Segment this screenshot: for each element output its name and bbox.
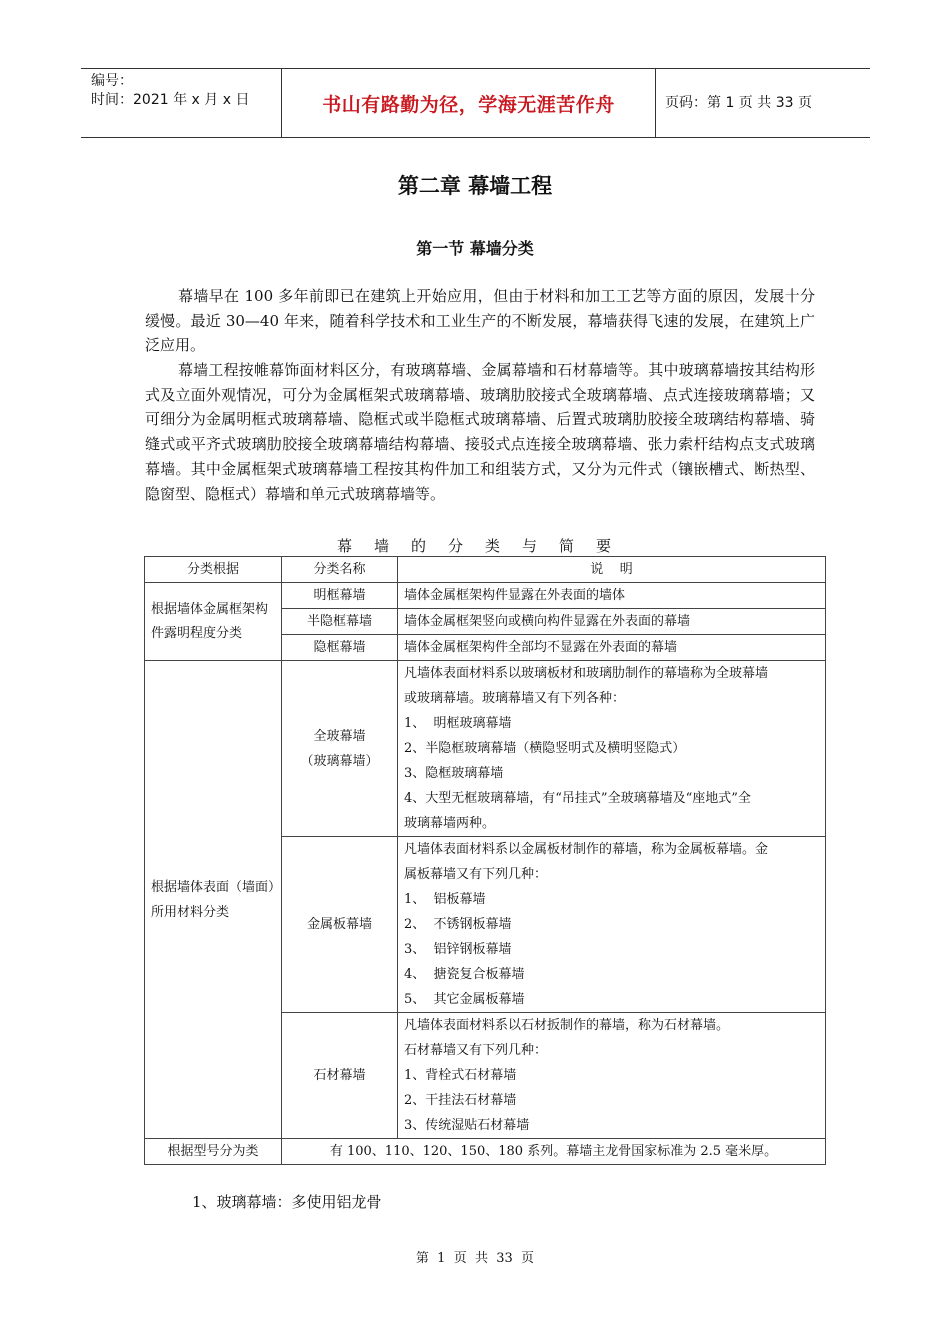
table-row — [145, 1139, 826, 1165]
metal-desc-cell — [398, 837, 826, 1013]
row-name: 半隐框幕墙 — [282, 609, 398, 635]
stone-line: 1、背栓式石材幕墙 — [404, 1068, 517, 1083]
page-footer: 第 1 页 共 33 页 — [415, 1251, 535, 1266]
row-desc: 墙体金属框架构件显露在外表面的墙体 — [398, 583, 826, 609]
glass-line: 3、隐框玻璃幕墙 — [404, 766, 504, 781]
page-info-cell — [655, 69, 870, 137]
stone-line: 石材幕墙又有下列几种： — [404, 1043, 548, 1058]
motto-cell — [281, 69, 656, 137]
table-row — [145, 661, 826, 837]
metal-line: 属板幕墙又有下列几种： — [404, 867, 548, 882]
model-basis: 根据型号分为类 — [145, 1139, 282, 1165]
stone-line: 2、干挂法石材幕墙 — [404, 1093, 517, 1108]
row-name: 隐框幕墙 — [282, 635, 398, 661]
page-header — [81, 68, 870, 138]
group2-basis: 根据墙体表面（墙面）所用材料分类 — [145, 661, 282, 1139]
row-desc: 墙体金属框架构件全部均不显露在外表面的幕墙 — [398, 635, 826, 661]
chapter-title: 第二章 幕墙工程 — [397, 174, 553, 198]
stone-line: 3、传统湿贴石材幕墙 — [404, 1118, 530, 1133]
metal-line: 5、 其它金属板幕墙 — [404, 992, 525, 1007]
glass-line: 4、大型无框玻璃幕墙，有“吊挂式”全玻璃幕墙及“座地式”全 — [404, 791, 751, 806]
serial-label: 编号： — [91, 73, 133, 89]
list-item-glass-curtain: 1、玻璃幕墙：多使用铝龙骨 — [192, 1193, 382, 1211]
motto: 书山有路勤为径，学海无涯苦作舟 — [322, 93, 615, 116]
model-desc: 有 100、110、120、150、180 系列。幕墙主龙骨国家标准为 2.5 毫米厚。 — [282, 1139, 826, 1165]
glass-name-alt: （玻璃幕墙） — [300, 753, 379, 769]
glass-line: 凡墙体表面材料系以玻璃板材和玻璃肋制作的幕墙称为全玻幕墙 — [404, 666, 769, 681]
metal-line: 凡墙体表面材料系以金属板材制作的幕墙，称为金属板幕墙。金 — [404, 842, 769, 857]
glass-line: 玻璃幕墙两种。 — [404, 816, 496, 831]
glass-line: 2、半隐框玻璃幕墙（横隐竖明式及横明竖隐式） — [404, 741, 686, 756]
glass-name: 全玻幕墙 — [313, 728, 366, 744]
stone-line: 凡墙体表面材料系以石材扳制作的幕墙，称为石材幕墙。 — [404, 1018, 730, 1033]
metal-line: 1、 铝板幕墙 — [404, 892, 486, 907]
header-meta — [81, 69, 281, 137]
header-basis: 分类根据 — [145, 557, 282, 583]
table-caption: 幕墙的分类与简要 — [336, 537, 633, 555]
glass-line: 1、 明框玻璃幕墙 — [404, 716, 512, 731]
metal-line: 3、 铝锌钢板幕墙 — [404, 942, 512, 957]
row-desc: 墙体金属框架竖向或横向构件显露在外表面的幕墙 — [398, 609, 826, 635]
metal-line: 4、 搪瓷复合板幕墙 — [404, 967, 525, 982]
metal-line: 2、 不锈钢板幕墙 — [404, 917, 512, 932]
section-title: 第一节 幕墙分类 — [416, 239, 534, 258]
table-row — [145, 583, 826, 609]
glass-desc-cell — [398, 661, 826, 837]
metal-name: 金属板幕墙 — [282, 837, 398, 1013]
group1-basis: 根据墙体金属框架构件露明程度分类 — [145, 583, 282, 661]
row-name: 明框幕墙 — [282, 583, 398, 609]
paragraph-classification: 幕墙工程按帷幕饰面材料区分，有玻璃幕墙、金属幕墙和石材幕墙等。其中玻璃幕墙按其结构形式及立面外观情况，可分为金属框架式玻璃幕墙、玻璃肋胶接式全玻璃幕墙、点式连接玻璃幕墙；又可细分为金属明框式玻璃幕墙、隐框式或半隐框式玻璃幕墙、后置式玻璃肋胶接全玻璃结构幕墙、骑缝式或平齐式玻璃肋胶接全玻璃幕墙结构幕墙、接驳式点连接全玻璃幕墙、张力索杆结构点支式玻璃幕墙。其中金属框架式玻璃幕墙工程按其构件加工和组装方式，又分为元件式（镶嵌槽式、断热型、隐窗型、隐框式）幕墙和单元式玻璃幕墙等。 — [145, 361, 815, 503]
time-label: 时间：2021 年 x 月 x 日 — [91, 92, 250, 108]
glass-name-cell — [282, 661, 398, 837]
header-desc: 说 明 — [398, 557, 826, 583]
stone-desc-cell — [398, 1013, 826, 1139]
table-header-row — [145, 557, 826, 583]
paragraph-intro: 幕墙早在 100 多年前即已在建筑上开始应用，但由于材料和加工工艺等方面的原因，发展十分缓慢。最近 30—40 年来，随着科学技术和工业生产的不断发展，幕墙获得飞速的发展，在建筑上广泛应用。 — [145, 287, 815, 355]
classification-table — [144, 556, 826, 1165]
stone-name: 石材幕墙 — [282, 1013, 398, 1139]
page-info: 页码：第 1 页 共 33 页 — [665, 94, 812, 111]
header-name: 分类名称 — [282, 557, 398, 583]
glass-line: 或玻璃幕墙。玻璃幕墙又有下列各种： — [404, 691, 626, 706]
